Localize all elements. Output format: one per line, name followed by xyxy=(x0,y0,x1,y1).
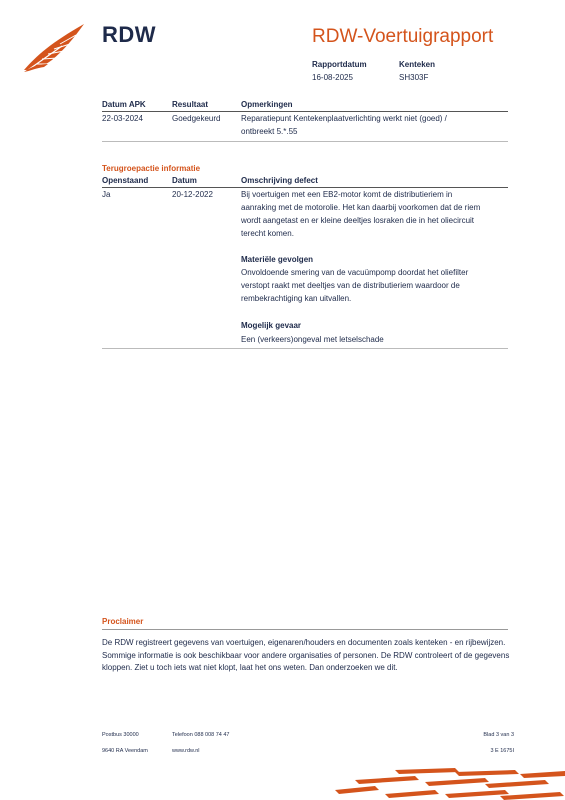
apk-opmerking-line-1: Reparatiepunt Kentekenplaatverlichting werkt niet (goed) / xyxy=(241,114,447,123)
recall-section-title: Terugroepactie informatie xyxy=(102,164,201,173)
apk-header-datum: Datum APK xyxy=(102,100,146,109)
recall-header-datum: Datum xyxy=(172,176,197,185)
brand-name: RDW xyxy=(102,22,157,47)
document-title: RDW-Voertuigrapport xyxy=(312,26,494,47)
footer-postbus: Postbus 30000 xyxy=(102,732,139,738)
recall-header-omschrijving: Omschrijving defect xyxy=(241,176,318,185)
defect-line-3: wordt aangetast en er kleine deeltjes losraken die in het oliecircuit xyxy=(241,216,475,225)
apk-resultaat-cell: Goedgekeurd xyxy=(172,114,221,123)
recall-header-openstaand: Openstaand xyxy=(102,176,149,185)
recall-openstaand-cell: Ja xyxy=(102,190,111,199)
proclaimer-text: De RDW registreert gegevens van voertuigen, eigenaren/houders en documenten zoals kenteken - en rijbewijzen. Sommige informatie is ook beschikbaar voor andere organisaties of personen. De RDW controleert of de gegevens kloppen. Ziet u toch iets wat niet klopt, laat het ons weten. Dan onderzoeken we dit. xyxy=(102,638,510,673)
gevaar-title: Mogelijk gevaar xyxy=(241,321,302,330)
apk-row-rule xyxy=(102,141,508,142)
proclaimer-title: Proclaimer xyxy=(102,617,144,626)
kenteken-label: Kenteken xyxy=(399,60,436,69)
defect-line-1: Bij voertuigen met een EB2-motor komt de distributieriem in xyxy=(241,190,453,199)
gevolgen-line-2: verstopt raakt met deeltjes van de distributieriem waardoor de xyxy=(241,281,460,290)
rapportdatum-label: Rapportdatum xyxy=(312,60,367,69)
kenteken-value: SH303F xyxy=(399,73,429,82)
recall-datum-cell: 20-12-2022 xyxy=(172,190,213,199)
apk-header-rule xyxy=(102,111,508,112)
gevolgen-line-1: Onvoldoende smering van de vacuümpomp doordat het oliefilter xyxy=(241,268,469,277)
rdw-logo-icon xyxy=(22,20,86,74)
footer-telefoon: Telefoon 088 008 74 47 xyxy=(172,732,230,738)
gevolgen-title: Materiële gevolgen xyxy=(241,255,314,264)
gevolgen-line-3: rembekrachtiging kan uitvallen. xyxy=(241,294,352,303)
apk-header-resultaat: Resultaat xyxy=(172,100,209,109)
apk-datum-cell: 22-03-2024 xyxy=(102,114,143,123)
proclaimer-rule xyxy=(102,629,508,630)
footer-code: 3 E 1675I xyxy=(490,748,514,754)
gevaar-text: Een (verkeers)ongeval met letselschade xyxy=(241,335,384,344)
defect-line-4: terecht komen. xyxy=(241,229,294,238)
apk-header-opmerkingen: Opmerkingen xyxy=(241,100,293,109)
apk-opmerking-line-2: ontbreekt 5.*.55 xyxy=(241,127,298,136)
footer-blad: Blad 3 van 3 xyxy=(483,732,514,738)
recall-row-rule xyxy=(102,348,508,349)
recall-header-rule xyxy=(102,187,508,188)
footer-adres: 9640 RA Veendam xyxy=(102,748,148,754)
rapportdatum-value: 16-08-2025 xyxy=(312,73,353,82)
footer-website: www.rdw.nl xyxy=(172,748,200,754)
decorative-stripes-icon xyxy=(335,768,565,800)
defect-line-2: aanraking met de motorolie. Het kan daarbij voorkomen dat de riem xyxy=(241,203,481,212)
